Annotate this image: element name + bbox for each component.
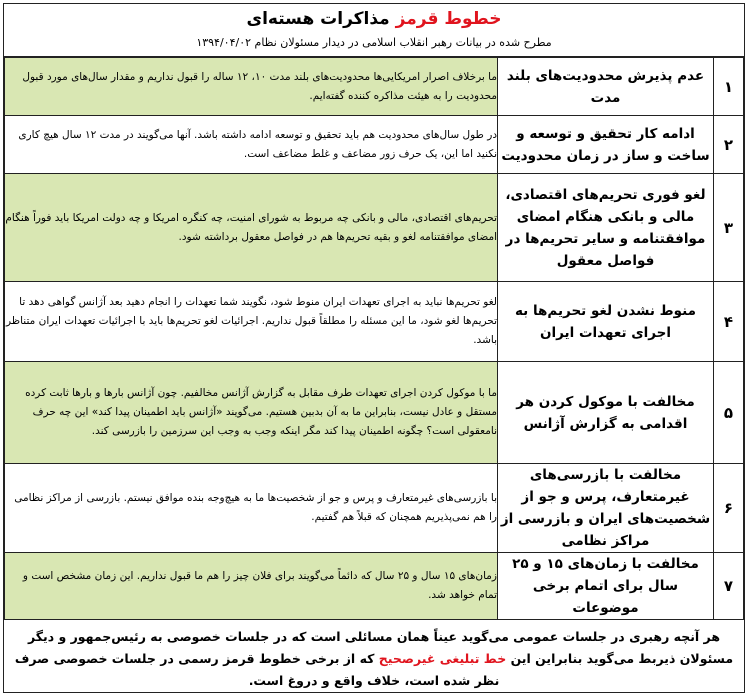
row-description: ما با موکول کردن اجرای تعهدات طرف مقابل به گزارش آژانس مخالفیم. چون آژانس بارها و بارها ثابت کرده مستقل و عادل نیست، بنابراین ما به آن بدبین هستیم. می‌گویند «آژانس باید اطمینان پیدا کند» این چه حرف نامعقولی است؟ چگونه اطمینان پیدا کند مگر اینکه وجب به وجب این سرزمین را بازرسی کند. <box>5 362 498 464</box>
row-number: ۵ <box>714 362 744 464</box>
page-subtitle: مطرح شده در بیانات رهبر انقلاب اسلامی در دیدار مسئولان نظام ۱۳۹۴/۰۴/۰۲ <box>196 36 552 49</box>
red-lines-table <box>4 57 744 620</box>
row-number: ۳ <box>714 174 744 282</box>
footer-text-red: خط تبلیغی غیرصحیح <box>378 651 507 666</box>
title-black-part: مذاکرات هسته‌ای <box>246 9 390 29</box>
row-heading: منوط نشدن لغو تحریم‌ها به اجرای تعهدات ایران <box>498 282 714 362</box>
row-description: تحریم‌های اقتصادی، مالی و بانکی چه مربوط به شورای امنیت، چه کنگره امریکا و چه دولت امریکا باید فوراً هنگام امضای موافقتنامه لغو و بقیه تحریم‌ها هم در فواصل معقول برداشته شود. <box>5 174 498 282</box>
row-description: زمان‌های ۱۵ سال و ۲۵ سال که دائماً می‌گویند برای فلان چیز را هم ما قبول نداریم. این زمان مشخص است و تمام خواهد شد. <box>5 553 498 620</box>
footer-note <box>4 620 744 698</box>
table-row <box>5 282 744 362</box>
row-number: ۱ <box>714 58 744 116</box>
row-description: ما برخلاف اصرار امریکایی‌ها محدودیت‌های بلند مدت ۱۰، ۱۲ ساله را قبول نداریم و مقدار سال‌های مورد قبول محدودیت را به هیئت مذاکره کننده گفته‌ایم. <box>5 58 498 116</box>
row-heading: مخالفت با زمان‌های ۱۵ و ۲۵ سال برای اتمام برخی موضوعات <box>498 553 714 620</box>
row-number: ۲ <box>714 116 744 174</box>
row-number: ۶ <box>714 464 744 553</box>
row-heading: ادامه کار تحقیق و توسعه و ساخت و ساز در زمان محدودیت <box>498 116 714 174</box>
document-frame <box>3 3 745 693</box>
row-description: با بازرسی‌های غیرمتعارف و پرس و جو از شخصیت‌ها ما به هیچ‌وجه بنده موافق نیستم. بازرسی از مراکز نظامی را هم نمی‌پذیریم همچنان که قبلاً هم گفتیم. <box>5 464 498 553</box>
row-heading: عدم پذیرش محدودیت‌های بلند مدت <box>498 58 714 116</box>
footer-text-after: که از برخی خطوط قرمز رسمی در جلسات خصوصی صرف نظر شده است، خلاف واقع و دروغ است. <box>14 651 500 688</box>
page-title <box>4 4 744 30</box>
row-heading: مخالفت با موکول کردن هر اقدامی به گزارش آژانس <box>498 362 714 464</box>
row-heading: مخالفت با بازرسی‌های غیرمتعارف، پرس و جو از شخصیت‌های ایران و بازرسی از مراکز نظامی <box>498 464 714 553</box>
table-row <box>5 174 744 282</box>
table-row <box>5 553 744 620</box>
footer-text-before: هر آنچه رهبری در جلسات عمومی می‌گوید عیناً همان مسائلی است که در جلسات خصوصی به رئیس‌جمهور و دیگر مسئولان ذیربط می‌گوید بنابراین این <box>27 629 734 666</box>
table-row <box>5 116 744 174</box>
row-number: ۷ <box>714 553 744 620</box>
row-heading: لغو فوری تحریم‌های اقتصادی، مالی و بانکی هنگام امضای موافقتنامه و سایر تحریم‌ها در فواصل معقول <box>498 174 714 282</box>
row-number: ۴ <box>714 282 744 362</box>
table-row <box>5 362 744 464</box>
row-description: در طول سال‌های محدودیت هم باید تحقیق و توسعه ادامه داشته باشد. آنها می‌گویند در مدت ۱۲ سال هیچ کاری نکنید اما این، یک حرف زور مضاعف و غلط مضاعف است. <box>5 116 498 174</box>
title-red-part: خطوط قرمز <box>395 9 502 29</box>
row-description: لغو تحریم‌ها نباید به اجرای تعهدات ایران منوط شود، نگویند شما تعهدات را انجام دهید بعد آژانس گواهی دهد تا تحریم‌ها لغو شود، ما این مسئله را مطلقاً قبول نداریم. اجرائیات لغو تحریم‌ها باید با اجرائیات تعهدات ایران متناظر باشد. <box>5 282 498 362</box>
title-area <box>4 4 744 57</box>
table-row <box>5 58 744 116</box>
table-row <box>5 464 744 553</box>
